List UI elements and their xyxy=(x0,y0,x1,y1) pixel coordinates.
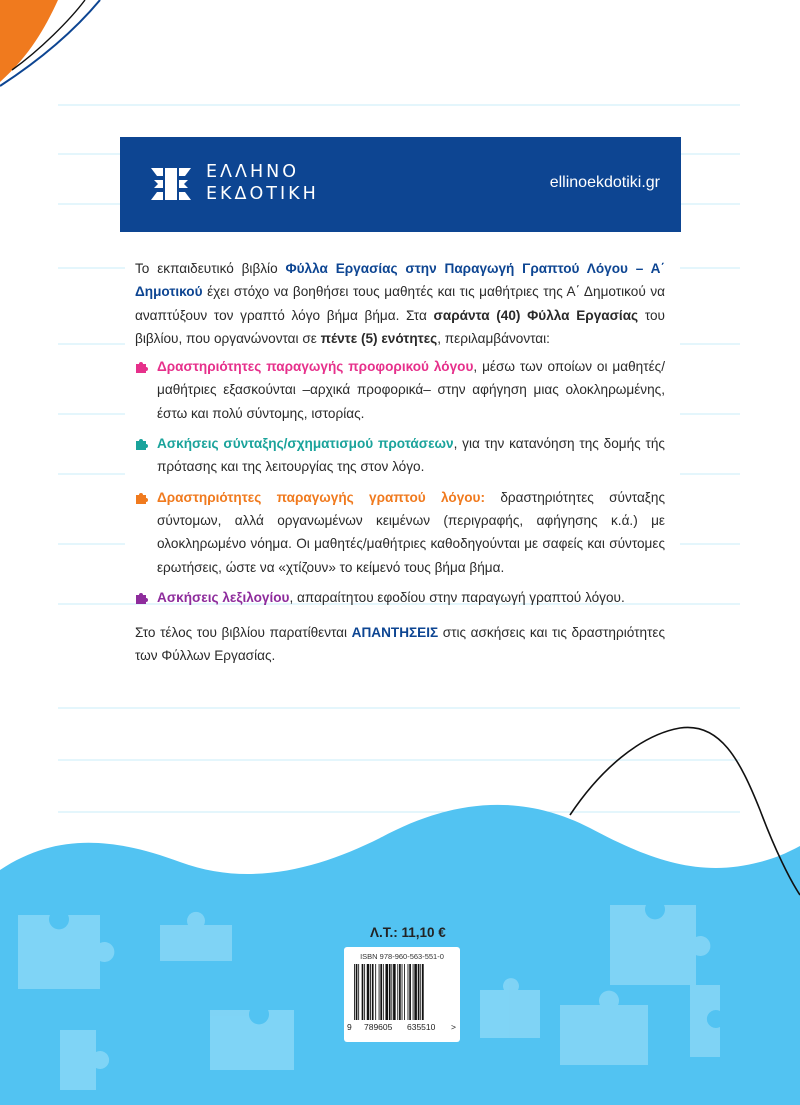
logo-line-2: ΕΚΔΟΤΙΚΗ xyxy=(206,184,319,204)
intro-text-4: , περιλαμβάνονται: xyxy=(437,330,550,346)
publisher-banner xyxy=(120,137,681,232)
item-title: Ασκήσεις σύνταξης/σχηματισμού προτάσεων xyxy=(157,436,454,452)
item-text: δραστηριότητες σύνταξης σύντομων, αλλά οργανωμένων κειμένων (περιγραφής, αφήγησης κ.ά.) με ολοκληρωμένο νόημα. Οι μαθητές/μαθήτριες καθοδηγούνται με σαφείς και σύντομες ερωτήσεις, ώστε να «χτίζουν» το κείμενό τους βήμα βήμα. xyxy=(157,489,665,575)
barcode-digit-end: > xyxy=(451,1022,456,1032)
logo-line-1: ΕΛΛΗΝΟ xyxy=(206,162,300,182)
answers-label: ΑΠΑΝΤΗΣΕΙΣ xyxy=(351,625,439,640)
intro-text-2: έχει στόχο να βοηθήσει τους μαθητές και τις μαθήτριες της Α΄ Δημοτικού να αναπτύξουν τον γραπτό λόγο βήμα βήμα. Στα xyxy=(135,284,665,323)
list-item xyxy=(135,355,665,425)
isbn-text: ISBN 978-960-563-551-0 xyxy=(360,952,444,961)
unit-count: πέντε (5) ενότητες xyxy=(320,330,438,346)
puzzle-piece-teal-icon xyxy=(135,437,149,451)
item-text: , μέσω των οποίων οι μαθητές/μαθήτριες εξασκούνται –αρχικά προφορικά– στην αφήγηση μιας ολοκληρωμένης, έστω και πολύ σύντομης, ιστορίας. xyxy=(157,359,666,421)
closing-text-2: στις ασκήσεις και τις δραστηριότητες των Φύλλων Εργασίας. xyxy=(135,625,665,664)
item-title: Δραστηριότητες παραγωγής προφορικού λόγου xyxy=(157,359,474,375)
list-item xyxy=(135,432,665,479)
website-link[interactable]: ellinoekdotiki.gr xyxy=(549,174,660,191)
contents-list xyxy=(135,355,665,609)
intro-text-1: Το εκπαιδευτικό βιβλίο xyxy=(135,261,286,276)
item-text: , απαραίτητου εφοδίου στην παραγωγή γραπτού λόγου. xyxy=(289,589,625,605)
puzzle-piece-pink-icon xyxy=(135,360,149,374)
sheet-count: σαράντα (40) Φύλλα Εργασίας xyxy=(433,307,639,323)
intro-paragraph xyxy=(135,257,665,350)
item-title: Ασκήσεις λεξιλογίου xyxy=(157,589,290,605)
barcode-digit-group-1: 789605 xyxy=(364,1022,393,1032)
barcode-digit-group-2: 635510 xyxy=(407,1022,436,1032)
price-label: Λ.Τ.: 11,10 € xyxy=(370,925,446,940)
book-title: Φύλλα Εργασίας στην Παραγωγή Γραπτού Λόγου – Α΄ Δημοτικού xyxy=(135,261,665,300)
list-item xyxy=(135,586,665,609)
item-title: Δραστηριότητες παραγωγής γραπτού λόγου: xyxy=(157,489,485,505)
puzzle-piece-purple-icon xyxy=(135,591,149,605)
closing-paragraph xyxy=(135,621,665,668)
barcode-image xyxy=(352,964,452,1020)
list-item xyxy=(135,486,665,579)
barcode-panel xyxy=(344,947,460,1042)
publisher-logo-text xyxy=(206,161,319,205)
publisher-logo-icon xyxy=(151,164,191,204)
closing-text-1: Στο τέλος του βιβλίου παρατίθενται xyxy=(135,625,352,640)
item-text: , για την κατανόηση της δομής τής πρότασης και της λειτουργίας της στον λόγο. xyxy=(157,436,665,475)
puzzle-piece-orange-icon xyxy=(135,491,149,505)
intro-text-3: του βιβλίου, που οργανώνονται σε xyxy=(135,307,665,346)
description-block xyxy=(135,257,665,616)
barcode-digit-first: 9 xyxy=(347,1022,352,1032)
